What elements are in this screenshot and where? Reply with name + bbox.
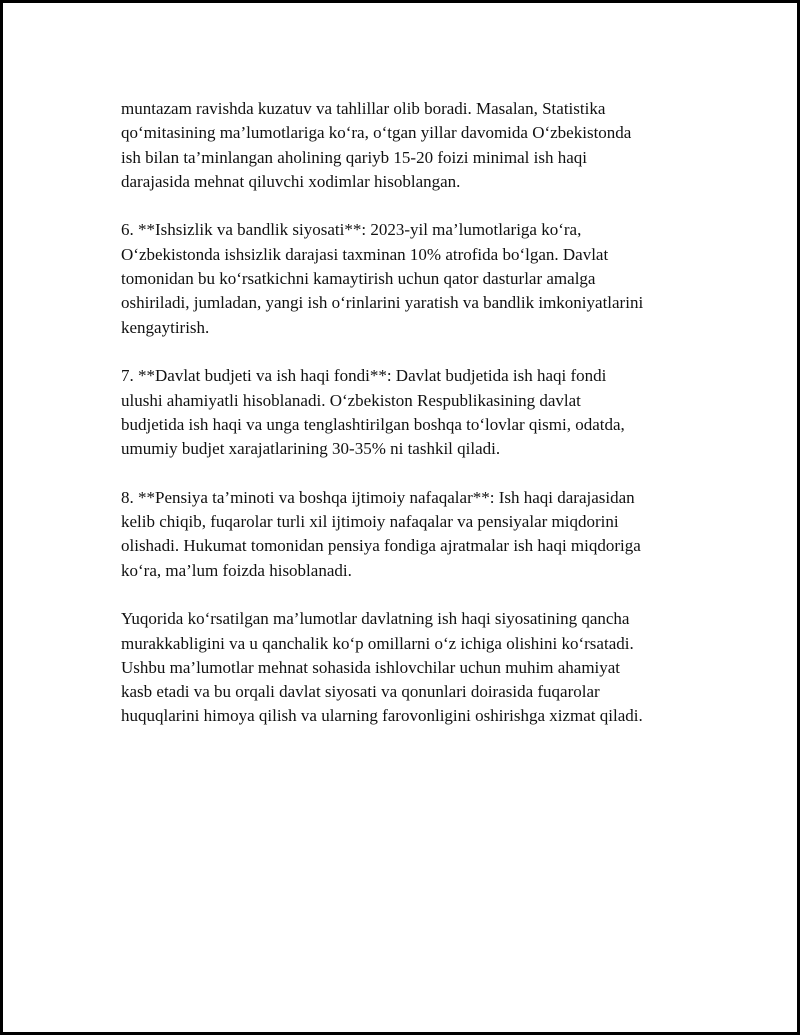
text-line: O‘zbekistonda ishsizlik darajasi taxminan 10% atrofida bo‘lgan. Davlat xyxy=(121,244,609,264)
text-line: murakkabligini va u qanchalik ko‘p omillarni o‘z ichiga olishini ko‘rsatadi. xyxy=(121,633,634,653)
text-line: kengaytirish. xyxy=(121,317,210,337)
text-line: Yuqorida ko‘rsatilgan ma’lumotlar davlatning ish haqi siyosatining qancha xyxy=(121,609,630,629)
paragraph-pension-benefits xyxy=(121,486,721,583)
paragraph-conclusion xyxy=(121,607,721,728)
text-line: ulushi ahamiyatli hisoblanadi. O‘zbekiston Respublikasining davlat xyxy=(121,390,581,410)
text-line: tomonidan bu ko‘rsatkichni kamaytirish uchun qator dasturlar amalga xyxy=(121,269,596,289)
text-line: olishadi. Hukumat tomonidan pensiya fondiga ajratmalar ish haqi miqdoriga xyxy=(121,536,641,556)
text-line: huquqlarini himoya qilish va ularning farovonligini oshirishga xizmat qiladi. xyxy=(121,706,643,726)
text-line: ko‘ra, ma’lum foizda hisoblanadi. xyxy=(121,560,352,580)
text-line: darajasida mehnat qiluvchi xodimlar hisoblangan. xyxy=(121,171,461,191)
document-body xyxy=(121,97,721,753)
text-line: qo‘mitasining ma’lumotlariga ko‘ra, o‘tgan yillar davomida O‘zbekistonda xyxy=(121,123,632,143)
paragraph-wage-statistics xyxy=(121,97,721,194)
text-line: kasb etadi va bu orqali davlat siyosati va qonunlari doirasida fuqarolar xyxy=(121,682,600,702)
text-line: muntazam ravishda kuzatuv va tahlillar olib boradi. Masalan, Statistika xyxy=(121,99,606,118)
text-line: ish bilan ta’minlangan aholining qariyb 15-20 foizi minimal ish haqi xyxy=(121,147,587,167)
text-line: 6. **Ishsizlik va bandlik siyosati**: 2023-yil ma’lumotlariga ko‘ra, xyxy=(121,220,582,240)
text-line: Ushbu ma’lumotlar mehnat sohasida ishlovchilar uchun muhim ahamiyat xyxy=(121,657,621,677)
text-line: 8. **Pensiya ta’minoti va boshqa ijtimoiy nafaqalar**: Ish haqi darajasidan xyxy=(121,487,635,507)
text-line: kelib chiqib, fuqarolar turli xil ijtimoiy nafaqalar va pensiyalar miqdorini xyxy=(121,512,619,532)
paragraph-unemployment-policy xyxy=(121,218,721,339)
text-line: budjetida ish haqi va unga tenglashtirilgan boshqa to‘lovlar qismi, odatda, xyxy=(121,414,625,434)
text-line: oshiriladi, jumladan, yangi ish o‘rinlarini yaratish va bandlik imkoniyatlarini xyxy=(121,293,644,313)
text-line: 7. **Davlat budjeti va ish haqi fondi**: Davlat budjetida ish haqi fondi xyxy=(121,366,607,386)
text-line: umumiy budjet xarajatlarining 30-35% ni tashkil qiladi. xyxy=(121,439,501,459)
paragraph-state-budget xyxy=(121,364,721,461)
